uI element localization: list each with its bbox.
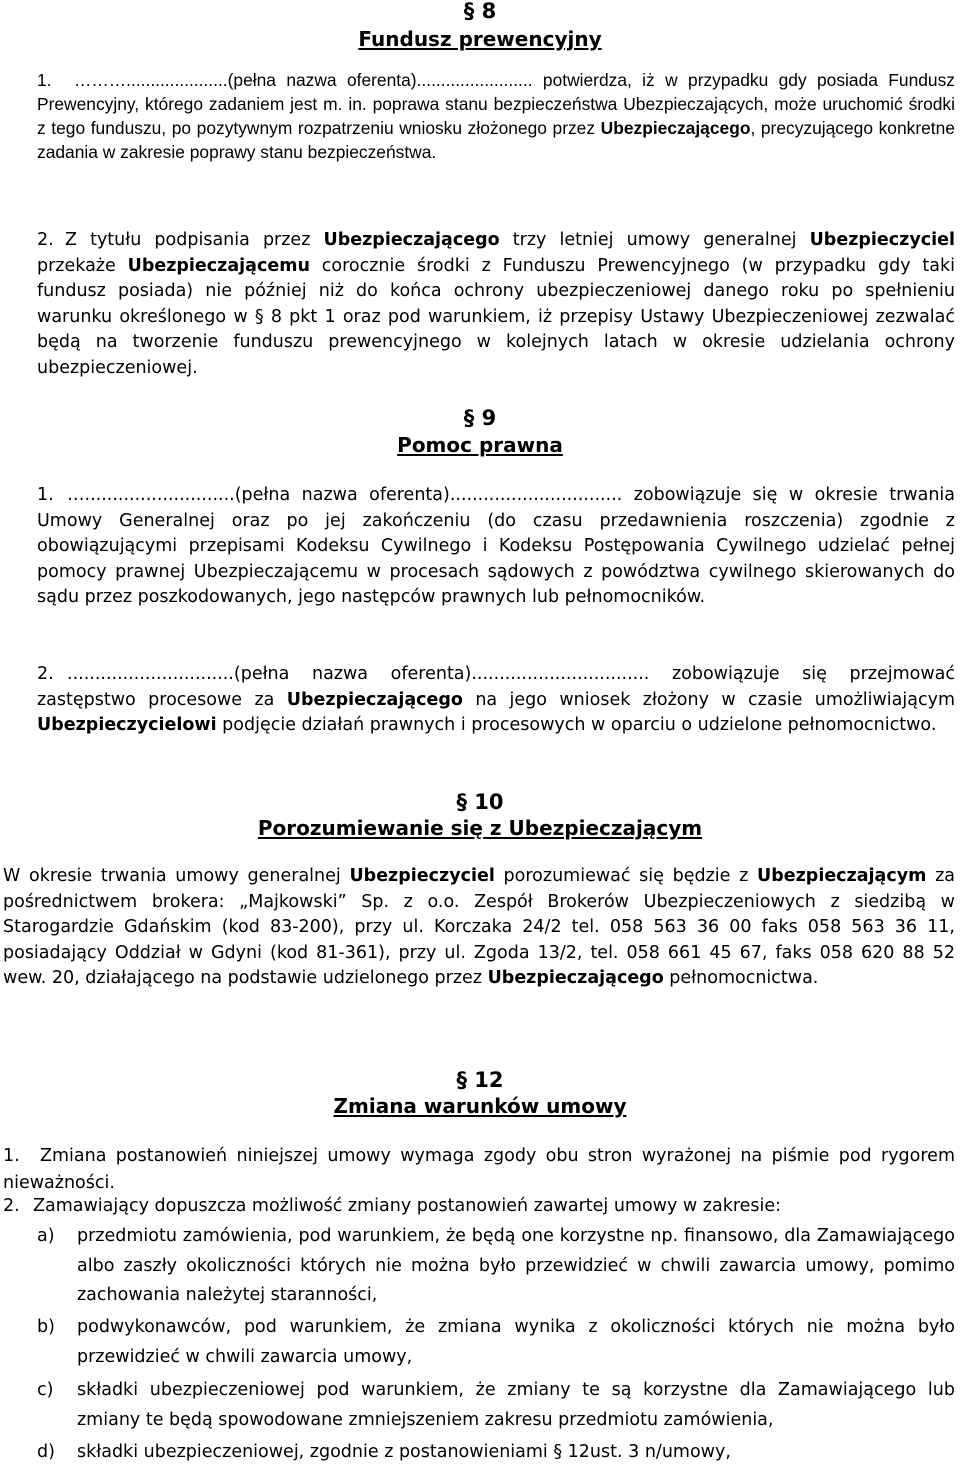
list-item-text: podwykonawców, pod warunkiem, że zmiana wynika z okoliczności których nie można było przewidzieć w chwili zawarcia umowy,: [77, 1317, 955, 1367]
list-item-text: przedmiotu zamówienia, pod warunkiem, że będą one korzystne np. finansowo, dla Zamawiającego albo zaszły okoliczności których nie można było przewidzieć w chwili zawarcia umowy, pomimo zachowania należytej staranności,: [77, 1226, 955, 1305]
section-9-paragraph-1: [37, 483, 955, 611]
section-8-paragraph-2: [37, 228, 955, 382]
section-9-number: § 9: [463, 406, 497, 430]
list-item: [37, 1313, 955, 1372]
paragraph-text: corocznie środki z Funduszu Prewencyjnego (w przypadku gdy taki fundusz posiada) nie później niż do końca ochrony ubezpieczeniowej danego roku po spełnieniu warunku określonego w § 8 pkt 1 oraz pod warunkiem, iż przepisy Ustawy Ubezpieczeniowej zezwalać będą na tworzenie funduszu prewencyjnego w kolejnych latach w okresie udzielania ochrony ubezpieczeniowej.: [37, 255, 955, 378]
paragraph-number: 1.: [37, 485, 54, 505]
section-10-number: § 10: [456, 790, 504, 814]
bold-term: Ubezpieczającego: [286, 689, 463, 710]
paragraph-text: trzy letniej umowy generalnej: [499, 230, 810, 250]
bold-term: Ubezpieczającego: [487, 968, 664, 989]
list-item: [37, 1376, 955, 1435]
paragraph-number: 1.: [37, 70, 52, 90]
bold-term: Ubezpieczyciel: [349, 866, 495, 886]
list-item-label: b): [37, 1317, 55, 1337]
paragraph-text: za pośrednictwem brokera: „Majkowski” Sp. z o.o. Zespół Brokerów Ubezpieczeniowych z siedzibą w Starogardzie Gdańskim (kod 83-200), przy ul. Korczaka 24/2 tel. 058 563 36 00 faks 058 563 36 11, posiadający Oddział w Gdyni (kod 81-361), przy ul. Zgoda 13/2, tel. 058 661 45 67, faks 058 620 88 52 wew. 20, działającego na podstawie udzielonego przez: [3, 866, 955, 989]
paragraph-text: ……….....................(pełna nazwa oferenta)........................ potwierdza, iż w przypadku gdy posiada Fundusz Prewencyjny, którego zadaniem jest m. in. poprawa stanu bezpieczeństwa Ubezpieczających, może uruchomić środki z tego funduszu, po pozytywnym rozpatrzeniu wniosku złożonego przez: [37, 70, 955, 138]
paragraph-number: 1.: [3, 1146, 20, 1166]
list-item-text: składki ubezpieczeniowej, zgodnie z postanowieniami § 12ust. 3 n/umowy,: [77, 1442, 731, 1462]
paragraph-number: 2.: [37, 230, 54, 250]
list-item-label: c): [37, 1380, 54, 1400]
bold-term: Ubezpieczającemu: [127, 255, 310, 276]
paragraph-text: porozumiewać się będzie z: [494, 866, 757, 886]
paragraph-text: W okresie trwania umowy generalnej: [3, 866, 350, 886]
section-9-paragraph-2: [37, 662, 955, 739]
section-12-paragraph-1: [3, 1143, 955, 1197]
paragraph-text: na jego wniosek złożony w czasie umożliwiającym: [462, 689, 955, 710]
bold-term: Ubezpieczającego: [323, 230, 500, 250]
section-8-paragraph-1: [37, 68, 955, 164]
paragraph-text: Zmiana postanowień niniejszej umowy wymaga zgody obu stron wyrażonej na piśmie pod rygorem nieważności.: [3, 1146, 955, 1193]
paragraph-text: …...........................(pełna nazwa oferenta)............................... zobowiązuje się w okresie trwania Umowy Generalnej oraz po jej zakończeniu (do czasu przedawnienia roszczenia) zgodnie z obowiązującymi przepisami Kodeksu Cywilnego i Kodeksu Postępowania Cywilnego udzielać pełnej pomocy prawnej Ubezpieczającemu w procesach sądowych z powództwa cywilnego skierowanych do sądu przez poszkodowanych, jego następców prawnych lub pełnomocników.: [37, 485, 955, 608]
list-item-text: składki ubezpieczeniowej pod warunkiem, że zmiany te są korzystne dla Zamawiającego lub zmiany te będą spowodowane zmniejszeniem zakresu przedmiotu zamówienia,: [77, 1380, 955, 1430]
paragraph-number: 2.: [37, 664, 54, 684]
paragraph-text: przekaże: [37, 255, 128, 276]
list-item-label: a): [37, 1226, 55, 1246]
paragraph-text: Zamawiający dopuszcza możliwość zmiany postanowień zawartej umowy w zakresie:: [33, 1196, 782, 1216]
section-8-title: Fundusz prewencyjny: [358, 27, 602, 51]
section-8-number: § 8: [463, 0, 497, 23]
list-item: [37, 1438, 955, 1468]
paragraph-text: pełnomocnictwa.: [663, 968, 819, 989]
section-10-title: Porozumiewanie się z Ubezpieczającym: [257, 816, 703, 840]
paragraph-text: Z tytułu podpisania przez: [65, 230, 324, 250]
section-9-title: Pomoc prawna: [397, 433, 563, 457]
bold-term: Ubezpieczającego: [600, 118, 751, 138]
section-12-title: Zmiana warunków umowy: [333, 1094, 627, 1118]
bold-term: Ubezpieczyciel: [809, 230, 955, 250]
paragraph-text: podjęcie działań prawnych i procesowych w oparciu o udzielone pełnomocnictwo.: [216, 715, 937, 736]
bold-term: Ubezpieczycielowi: [37, 715, 217, 736]
paragraph-text: , precyzującego konkretne zadania w zakresie poprawy stanu bezpieczeństwa.: [37, 118, 955, 162]
paragraph-number: 2.: [3, 1196, 20, 1216]
bold-term: Ubezpieczającym: [757, 866, 927, 886]
section-12-paragraph-2: [3, 1194, 955, 1220]
list-item-label: d): [37, 1442, 55, 1462]
paragraph-text: ..............................(pełna nazwa oferenta)................................ zobowiązuje się przejmować zastępstwo procesowe za: [37, 664, 955, 710]
section-10-paragraph: [3, 864, 955, 992]
section-12-number: § 12: [456, 1068, 504, 1092]
list-item: [37, 1222, 955, 1311]
